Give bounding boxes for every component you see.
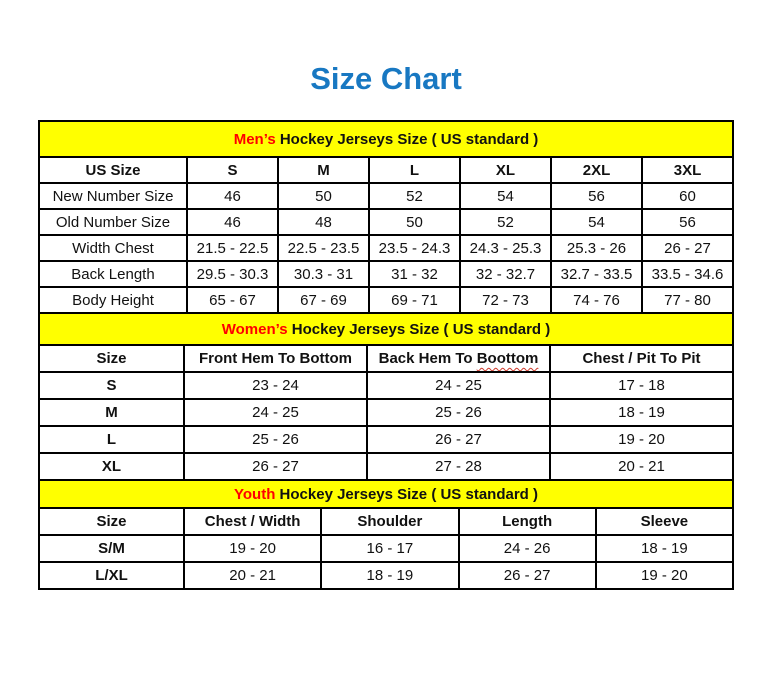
value-cell: 26 - 27 — [459, 562, 596, 589]
value-cell: 20 - 21 — [550, 453, 733, 480]
table-row — [39, 183, 733, 209]
mens-size-table — [38, 120, 734, 314]
value-cell: 24 - 25 — [367, 372, 550, 399]
table-row — [39, 261, 733, 287]
column-header: Length — [459, 508, 596, 535]
womens-size-table — [38, 312, 734, 481]
row-label-cell: M — [39, 399, 184, 426]
table-row — [39, 235, 733, 261]
value-cell: 25 - 26 — [367, 399, 550, 426]
column-header: XL — [460, 157, 551, 183]
column-header: Shoulder — [321, 508, 458, 535]
value-cell: 25.3 - 26 — [551, 235, 642, 261]
table-row — [39, 453, 733, 480]
row-label-cell: XL — [39, 453, 184, 480]
column-header: US Size — [39, 157, 187, 183]
value-cell: 24 - 25 — [184, 399, 367, 426]
womens-column-header-row — [39, 345, 733, 372]
value-cell: 24 - 26 — [459, 535, 596, 562]
column-header: Size — [39, 508, 184, 535]
table-row — [39, 399, 733, 426]
value-cell: 29.5 - 30.3 — [187, 261, 278, 287]
row-label-cell: Old Number Size — [39, 209, 187, 235]
banner-highlight: Youth — [234, 485, 276, 503]
misspelled-word: Boottom — [476, 350, 539, 367]
value-cell: 48 — [278, 209, 369, 235]
value-cell: 56 — [551, 183, 642, 209]
column-header: Sleeve — [596, 508, 733, 535]
value-cell: 54 — [460, 183, 551, 209]
row-label-cell: New Number Size — [39, 183, 187, 209]
row-label-cell: Width Chest — [39, 235, 187, 261]
value-cell: 74 - 76 — [551, 287, 642, 313]
row-label-cell: Body Height — [39, 287, 187, 313]
value-cell: 26 - 27 — [184, 453, 367, 480]
value-cell: 23 - 24 — [184, 372, 367, 399]
row-label-cell: Back Length — [39, 261, 187, 287]
value-cell: 46 — [187, 183, 278, 209]
banner-text: Hockey Jerseys Size ( US standard ) — [275, 485, 538, 503]
row-label-cell: L/XL — [39, 562, 184, 589]
table-row — [39, 287, 733, 313]
column-header: S — [187, 157, 278, 183]
banner-text: Hockey Jerseys Size ( US standard ) — [275, 130, 539, 148]
column-header: M — [278, 157, 369, 183]
value-cell: 20 - 21 — [184, 562, 321, 589]
value-cell: 46 — [187, 209, 278, 235]
column-header: Chest / Width — [184, 508, 321, 535]
value-cell: 60 — [642, 183, 733, 209]
column-header: Front Hem To Bottom — [184, 345, 367, 372]
value-cell: 22.5 - 23.5 — [278, 235, 369, 261]
value-cell: 72 - 73 — [460, 287, 551, 313]
column-header: L — [369, 157, 460, 183]
value-cell: 77 - 80 — [642, 287, 733, 313]
row-label-cell: S/M — [39, 535, 184, 562]
banner-highlight: Women’s — [221, 320, 288, 338]
value-cell: 32.7 - 33.5 — [551, 261, 642, 287]
womens-banner-row — [39, 313, 733, 345]
value-cell: 24.3 - 25.3 — [460, 235, 551, 261]
column-header: 2XL — [551, 157, 642, 183]
mens-banner-row — [39, 121, 733, 157]
value-cell: 50 — [278, 183, 369, 209]
column-header: Size — [39, 345, 184, 372]
value-cell: 19 - 20 — [596, 562, 733, 589]
value-cell: 56 — [642, 209, 733, 235]
page-title: Size Chart — [310, 61, 462, 96]
youth-banner-row — [39, 480, 733, 508]
value-cell: 17 - 18 — [550, 372, 733, 399]
youth-section-banner — [39, 480, 733, 508]
size-chart-container — [38, 0, 734, 590]
mens-section-banner — [39, 121, 733, 157]
value-cell: 26 - 27 — [367, 426, 550, 453]
value-cell: 30.3 - 31 — [278, 261, 369, 287]
banner-highlight: Men’s — [233, 130, 276, 148]
value-cell: 54 — [551, 209, 642, 235]
column-header: Chest / Pit To Pit — [550, 345, 733, 372]
row-label-cell: L — [39, 426, 184, 453]
value-cell: 19 - 20 — [184, 535, 321, 562]
value-cell: 18 - 19 — [321, 562, 458, 589]
value-cell: 18 - 19 — [596, 535, 733, 562]
value-cell: 26 - 27 — [642, 235, 733, 261]
value-cell: 67 - 69 — [278, 287, 369, 313]
value-cell: 18 - 19 — [550, 399, 733, 426]
table-row — [39, 426, 733, 453]
banner-text: Hockey Jerseys Size ( US standard ) — [287, 320, 551, 338]
value-cell: 31 - 32 — [369, 261, 460, 287]
value-cell: 27 - 28 — [367, 453, 550, 480]
value-cell: 25 - 26 — [184, 426, 367, 453]
youth-column-header-row — [39, 508, 733, 535]
youth-size-table — [38, 479, 734, 590]
column-header: Back Hem To Boottom — [367, 345, 550, 372]
value-cell: 65 - 67 — [187, 287, 278, 313]
table-row — [39, 372, 733, 399]
value-cell: 19 - 20 — [550, 426, 733, 453]
row-label-cell: S — [39, 372, 184, 399]
value-cell: 16 - 17 — [321, 535, 458, 562]
value-cell: 21.5 - 22.5 — [187, 235, 278, 261]
value-cell: 50 — [369, 209, 460, 235]
value-cell: 69 - 71 — [369, 287, 460, 313]
table-row — [39, 535, 733, 562]
value-cell: 33.5 - 34.6 — [642, 261, 733, 287]
column-header: 3XL — [642, 157, 733, 183]
table-row — [39, 209, 733, 235]
value-cell: 52 — [460, 209, 551, 235]
value-cell: 23.5 - 24.3 — [369, 235, 460, 261]
womens-section-banner — [39, 313, 733, 345]
table-row — [39, 562, 733, 589]
mens-column-header-row — [39, 157, 733, 183]
value-cell: 52 — [369, 183, 460, 209]
value-cell: 32 - 32.7 — [460, 261, 551, 287]
